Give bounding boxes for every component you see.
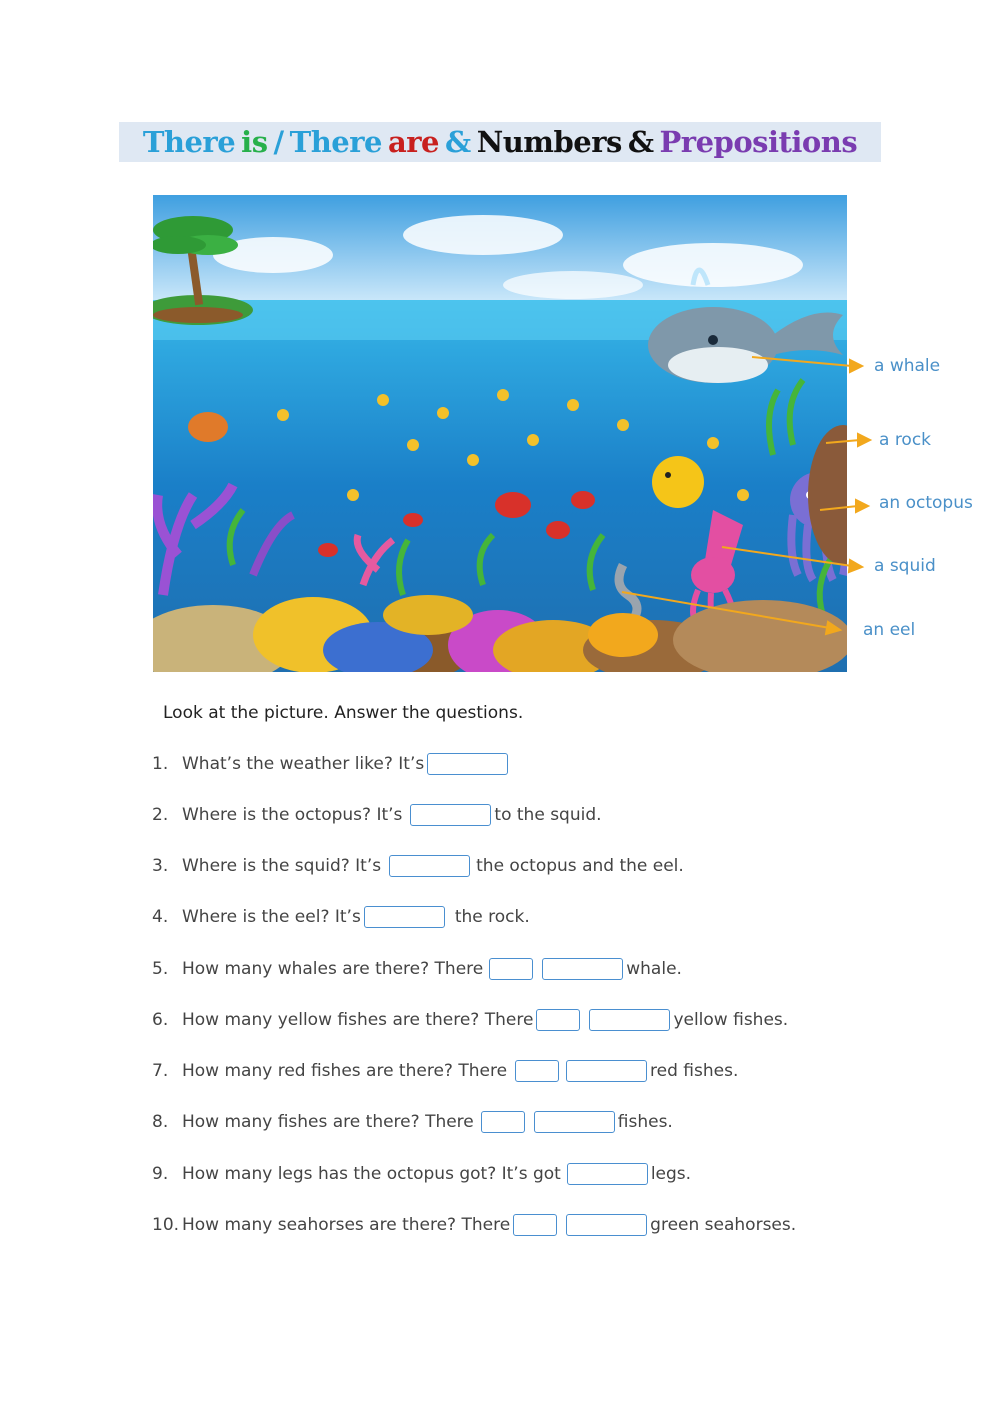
question-number: 4. [152,907,169,927]
question-text-after: legs. [650,1164,692,1184]
answer-box-small[interactable] [513,1214,557,1236]
question-text: Where is the octopus? It’s [182,805,403,825]
answer-box[interactable] [542,958,623,980]
title-word-there-2: There [289,125,382,159]
question-10 [152,1213,796,1237]
title-word-prepositions: Prepositions [659,125,858,159]
answer-box[interactable] [410,804,491,826]
question-1 [152,752,511,776]
question-text: How many yellow fishes are there? There [182,1010,534,1030]
answer-box-small[interactable] [536,1009,580,1031]
question-text-after: the octopus and the eel. [476,856,684,876]
question-number: 1. [152,754,169,774]
worksheet-title [119,122,881,162]
question-text-after: fishes. [617,1112,673,1132]
title-word-is: is [241,125,268,159]
question-text: Where is the squid? It’s [182,856,382,876]
question-number: 10. [152,1215,180,1235]
answer-box-small[interactable] [489,958,533,980]
question-text: How many fishes are there? There [182,1112,474,1132]
question-text: Where is the eel? It’s [182,907,361,927]
answer-box[interactable] [566,1214,647,1236]
title-ampersand-2: & [627,125,654,159]
question-text: How many seahorses are there? There [182,1215,511,1235]
question-number: 9. [152,1164,169,1184]
title-word-numbers: Numbers [476,125,622,159]
title-word-there: There [142,125,236,159]
squid-arrowhead [849,560,862,572]
answer-box[interactable] [364,906,445,928]
question-number: 6. [152,1010,169,1030]
octopus-arrowhead [856,500,868,512]
question-6 [152,1008,788,1032]
question-4 [152,905,530,929]
rock-arrowhead [858,434,870,446]
whale-arrowhead [850,360,862,372]
answer-box[interactable] [567,1163,648,1185]
question-text-after: whale. [626,959,682,979]
title-ampersand-1: & [445,125,471,159]
label-rock: a rock [879,430,932,450]
question-text: What’s the weather like? It’s [182,754,425,774]
label-whale: a whale [874,356,941,376]
instruction-text: Look at the picture. Answer the questions. [163,703,524,723]
answer-box[interactable] [534,1111,615,1133]
question-number: 2. [152,805,169,825]
question-text-after: to the squid. [494,805,602,825]
question-text-after: the rock. [454,907,530,927]
question-7 [152,1059,738,1083]
answer-box[interactable] [427,753,508,775]
question-text: How many red fishes are there? There [182,1061,508,1081]
label-eel: an eel [863,620,916,640]
question-3 [152,854,684,878]
answer-box-small[interactable] [515,1060,559,1082]
question-number: 8. [152,1112,169,1132]
label-squid: a squid [874,556,936,576]
question-text-after: yellow fishes. [673,1010,789,1030]
title-slash: / [273,125,284,159]
question-number: 7. [152,1061,169,1081]
question-text: How many whales are there? There [182,959,484,979]
title-word-are: are [387,125,439,159]
label-octopus: an octopus [879,493,973,513]
question-9 [152,1162,691,1186]
question-text: How many legs has the octopus got? It’s got [182,1164,561,1184]
question-2 [152,803,602,827]
question-number: 5. [152,959,169,979]
answer-box[interactable] [566,1060,647,1082]
question-5 [152,957,682,981]
question-number: 3. [152,856,169,876]
answer-box[interactable] [389,855,470,877]
question-text-after: green seahorses. [650,1215,797,1235]
answer-box[interactable] [589,1009,670,1031]
question-8 [152,1110,673,1134]
question-text-after: red fishes. [650,1061,739,1081]
ocean-scene-illustration [153,195,847,672]
ocean-scene-svg [153,195,847,672]
answer-box-small[interactable] [481,1111,525,1133]
